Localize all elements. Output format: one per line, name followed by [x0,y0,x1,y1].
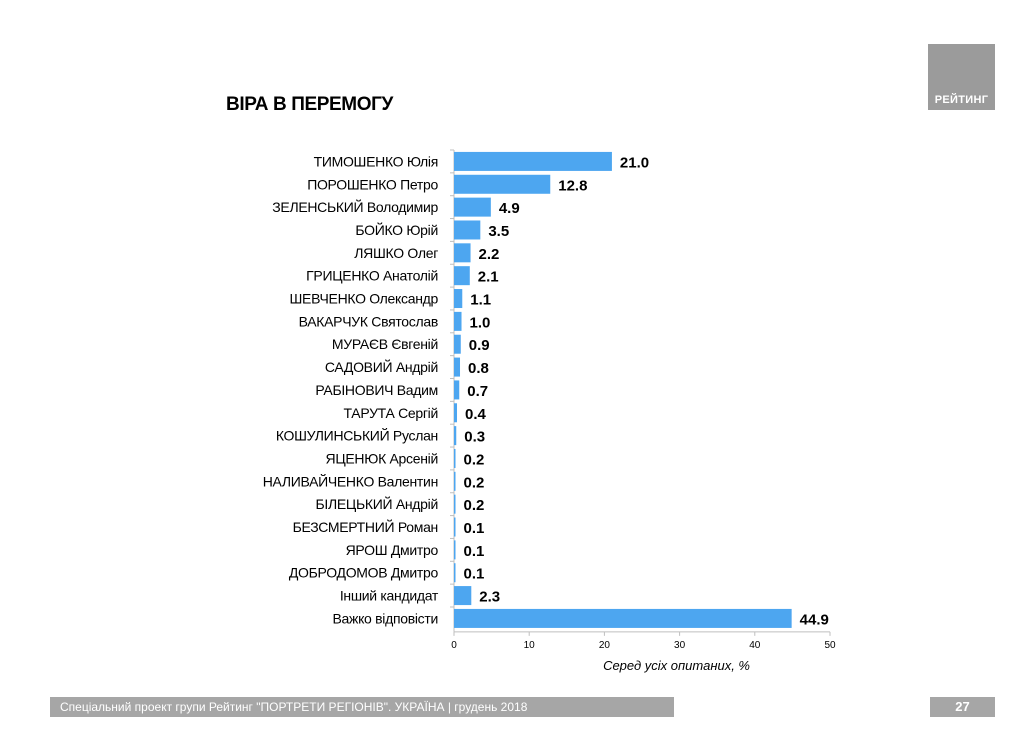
logo-text: РЕЙТИНГ [934,94,989,106]
value-label: 0.1 [463,565,485,583]
bar [454,426,456,445]
x-axis-label: Серед усіх опитаних, % [603,657,750,673]
category-label: ВАКАРЧУК Святослав [298,313,438,330]
value-label: 3.5 [488,222,510,240]
bar [454,335,461,354]
footer-text: Спеціальний проект групи Рейтинг "ПОРТРЕТИ РЕГІОНІВ". УКРАЇНА | грудень 2018 [60,700,528,714]
category-label: ДОБРОДОМОВ Дмитро [288,564,438,581]
category-label: КОШУЛИНСЬКИЙ Руслан [275,427,438,444]
category-label: ЛЯШКО Олег [354,244,438,261]
bar [454,518,456,537]
bar [454,358,460,377]
bar [454,266,470,285]
bar [454,403,457,422]
value-label: 0.2 [463,451,485,469]
category-label: БЕЗСМЕРТНИЙ Роман [292,519,438,536]
bar [454,220,480,239]
value-label: 0.4 [465,405,486,423]
category-label: ТИМОШЕНКО Юлія [313,153,438,170]
category-label: САДОВИЙ Андрій [324,359,438,376]
bar [454,243,471,262]
footer-bar [50,697,674,717]
x-tick-label: 40 [749,639,761,651]
category-label: ШЕВЧЕНКО Олександр [289,290,438,307]
value-label: 2.3 [479,588,501,606]
category-label: БІЛЕЦЬКИЙ Андрій [315,496,438,513]
value-label: 0.1 [463,542,485,560]
value-label: 0.8 [468,360,489,378]
x-tick-label: 20 [598,639,610,651]
category-label: ЯРОШ Дмитро [345,541,438,558]
bar [454,312,462,331]
x-tick-label: 50 [824,639,836,651]
category-label: ТАРУТА Сергій [343,404,438,421]
category-label: ПОРОШЕНКО Петро [307,176,438,193]
category-label: РАБІНОВИЧ Вадим [315,381,438,398]
value-label: 2.1 [477,268,499,286]
page-number: 27 [955,699,970,714]
category-label: ЯЦЕНЮК Арсеній [325,450,438,467]
value-label: 1.0 [469,314,491,332]
value-label: 44.9 [799,611,829,629]
category-label: Інший кандидат [339,587,438,604]
bar [454,586,471,605]
category-label: МУРАЄВ Євгеній [331,336,438,353]
value-label: 0.7 [467,382,489,400]
value-label: 0.9 [468,337,490,355]
value-label: 0.1 [463,520,485,538]
bar [454,198,491,217]
category-label: ГРИЦЕНКО Анатолій [306,267,438,284]
page-number-box [930,697,995,717]
bar [454,609,792,628]
value-label: 2.2 [478,245,500,263]
page-title: ВІРА В ПЕРЕМОГУ [226,94,393,115]
bar [454,380,459,399]
value-label: 12.8 [558,177,588,195]
x-tick-label: 30 [674,639,686,651]
bar [454,563,456,582]
value-label: 21.0 [619,154,650,172]
category-label: ЗЕЛЕНСЬКИЙ Володимир [272,199,438,216]
category-label: НАЛИВАЙЧЕНКО Валентин [262,473,438,490]
value-label: 0.2 [463,497,485,515]
x-tick-label: 0 [451,639,457,651]
bar [454,495,456,514]
x-tick-label: 10 [523,639,535,651]
category-label: Важко відповісти [332,610,438,627]
bar [454,175,550,194]
bar [454,152,612,171]
category-label: БОЙКО Юрій [355,221,438,238]
value-label: 0.3 [464,428,486,446]
bar [454,472,456,491]
bar [454,540,456,559]
value-label: 1.1 [470,291,492,309]
bar [454,449,456,468]
value-label: 0.2 [463,474,485,492]
bar [454,289,462,308]
value-label: 4.9 [498,200,520,218]
